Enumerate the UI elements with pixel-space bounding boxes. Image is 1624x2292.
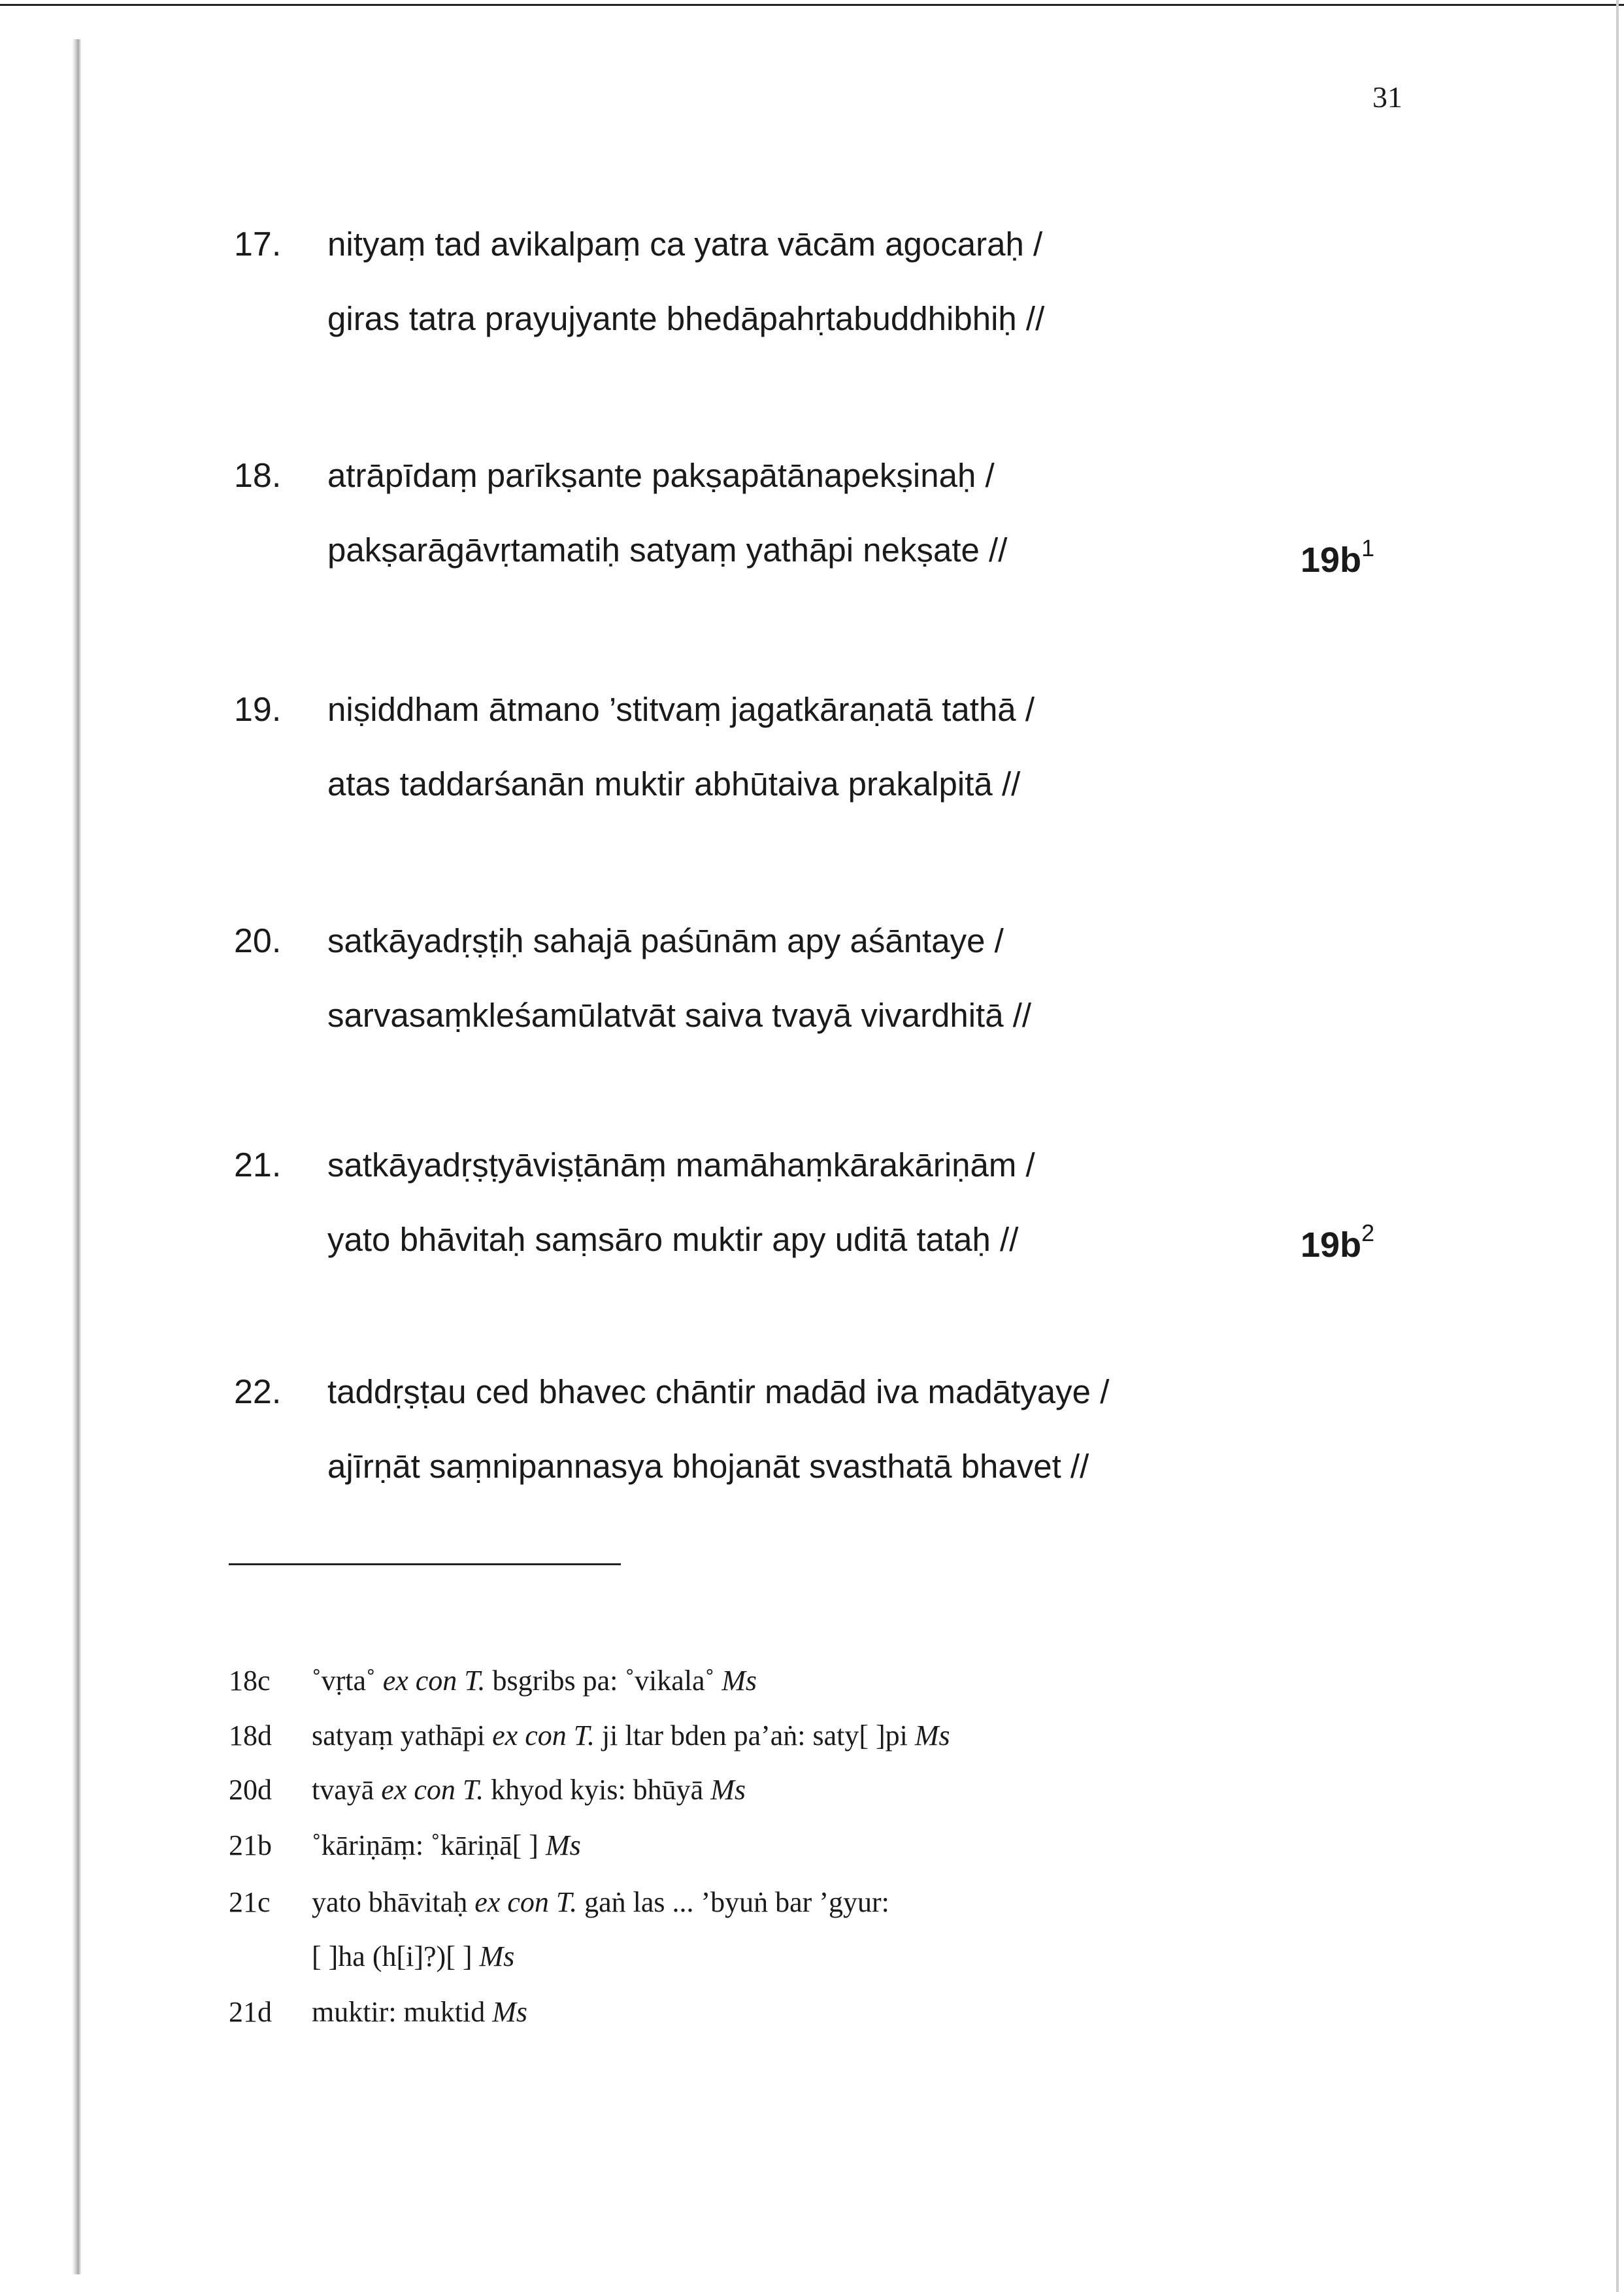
verse-number: 17. [234,225,282,263]
folio-superscript: 1 [1361,535,1375,561]
footnote-label: 21c [229,1886,271,1918]
verse-number: 21. [234,1146,282,1184]
scan-binding-shadow [72,39,81,2274]
page-number: 31 [1372,80,1402,114]
manuscript-folio-ref [1301,1220,1374,1265]
footnote-text: yato bhāvitaḥ ex con T. gaṅ las ... ’byuṅ bar ’gyur: [312,1886,889,1918]
top-border-line [0,4,1624,6]
verse-line-2: pakṣarāgāvṛtamatiḥ satyaṃ yathāpi nekṣate // [327,531,1008,569]
footnote-label: 18c [229,1665,271,1697]
folio-label: 19b [1301,540,1362,580]
footnote-label: 21d [229,1996,272,2028]
footnote-label: 21b [229,1829,272,1861]
verse-number: 18. [234,457,282,495]
footnote-text: [ ]ha (h[i]?)[ ] Ms [312,1940,515,1972]
verse-line-2: sarvasaṃkleśamūlatvāt saiva tvayā vivardhitā // [327,997,1032,1034]
verse-line-2: atas taddarśanān muktir abhūtaiva prakalpitā // [327,765,1021,803]
footnote-separator [229,1563,621,1565]
folio-superscript: 2 [1361,1220,1375,1246]
verse-number: 20. [234,922,282,960]
verse-line-2: yato bhāvitaḥ saṃsāro muktir apy uditā tataḥ // [327,1221,1019,1258]
footnote-text: ˚kāriṇāṃ: ˚kāriṇā[ ] Ms [312,1829,581,1861]
folio-label: 19b [1301,1225,1362,1265]
verse-number: 19. [234,691,282,729]
scan-right-edge [1616,0,1619,2292]
manuscript-folio-ref [1301,535,1374,580]
footnote-label: 18d [229,1719,272,1752]
footnote-text: tvayā ex con T. khyod kyis: bhūyā Ms [312,1774,746,1806]
verse-line-2: ajīrṇāt saṃnipannasya bhojanāt svasthatā bhavet // [327,1448,1089,1485]
verse-line-1: taddṛṣṭau ced bhavec chāntir madād iva madātyaye / [327,1373,1110,1410]
verse-line-1: atrāpīdaṃ parīkṣante pakṣapātānapekṣinaḥ / [327,457,995,494]
verse-line-1: niṣiddham ātmano ’stitvaṃ jagatkāraṇatā tathā / [327,691,1035,728]
footnote-text: ˚vṛta˚ ex con T. bsgribs pa: ˚vikala˚ Ms [312,1665,757,1697]
verse-number: 22. [234,1373,282,1411]
verse-line-1: satkāyadṛṣṭyāviṣṭānāṃ mamāhaṃkārakāriṇām / [327,1146,1035,1184]
footnote-text: satyaṃ yathāpi ex con T. ji ltar bden pa’aṅ: saty[ ]pi Ms [312,1719,950,1752]
verse-line-2: giras tatra prayujyante bhedāpahṛtabuddhibhiḥ // [327,300,1045,337]
verse-line-1: nityaṃ tad avikalpaṃ ca yatra vācām agocaraḥ / [327,225,1043,263]
footnote-label: 20d [229,1774,272,1806]
verse-line-1: satkāyadṛṣṭiḥ sahajā paśūnām apy aśāntaye / [327,922,1004,959]
footnote-text: muktir: muktid Ms [312,1996,528,2028]
